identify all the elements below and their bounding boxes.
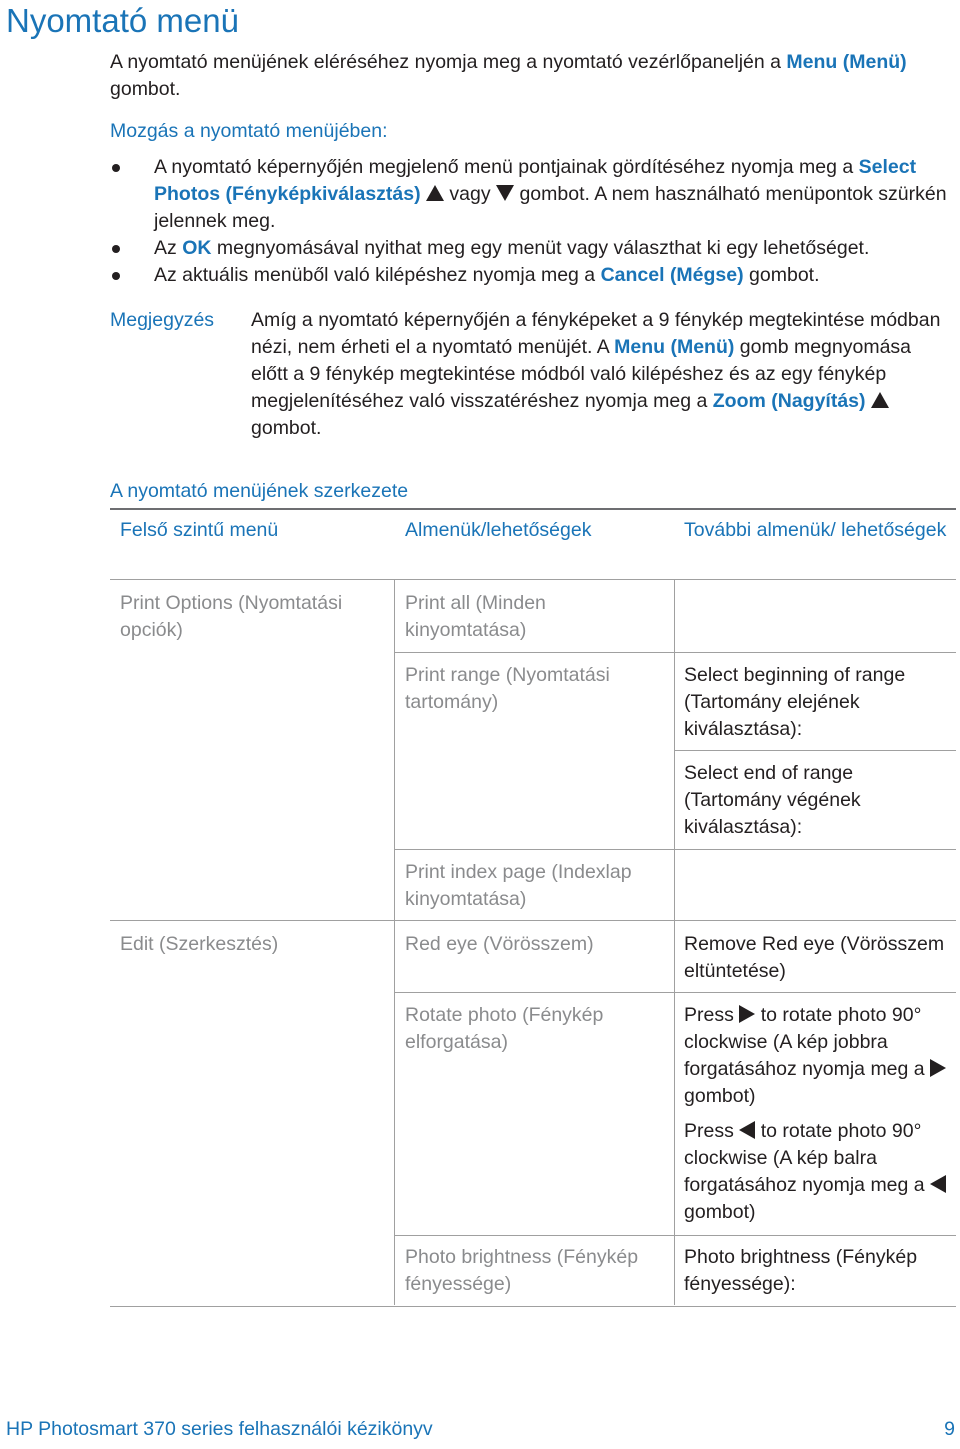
bullet-text: megnyomásával nyithat meg egy menüt vagy választhat ki egy lehetőséget. bbox=[211, 237, 870, 259]
footer-page-number: 9 bbox=[944, 1418, 955, 1440]
intro-text-after: gombot. bbox=[110, 78, 181, 100]
option-text: to rotate photo 90° clockwise (A kép balra forgatásához nyomja meg a bbox=[684, 1120, 931, 1196]
bullet-text: gombot. bbox=[743, 264, 820, 286]
left-arrow-icon bbox=[930, 1175, 946, 1193]
option-text: Press bbox=[684, 1120, 734, 1142]
menu-button-ref: Menu (Menü) bbox=[614, 336, 735, 358]
option-photo-brightness-level: Photo brightness (Fénykép fényessége): bbox=[684, 1246, 918, 1295]
bullet-item bbox=[110, 235, 950, 262]
option-photo-brightness: Photo brightness (Fénykép fényessége) bbox=[405, 1246, 639, 1295]
bullet-text: Az aktuális menüből való kilépéshez nyomja meg a bbox=[154, 264, 601, 286]
option-select-beginning: Select beginning of range (Tartomány elejének kiválasztása): bbox=[684, 664, 906, 740]
bullet-dot bbox=[112, 245, 120, 253]
option-red-eye: Red eye (Vörösszem) bbox=[405, 933, 594, 955]
option-text: Press bbox=[684, 1004, 734, 1026]
up-arrow-icon bbox=[871, 392, 889, 408]
row-rule bbox=[394, 652, 956, 653]
row-rule bbox=[394, 1235, 956, 1236]
row-rule bbox=[394, 992, 956, 993]
column-divider bbox=[394, 580, 395, 920]
option-rotate-photo: Rotate photo (Fénykép elforgatása) bbox=[405, 1004, 604, 1053]
option-remove-red-eye: Remove Red eye (Vörösszem eltüntetése) bbox=[684, 933, 945, 982]
header-further-submenus: További almenük/ lehetőségek bbox=[684, 519, 947, 541]
column-divider bbox=[394, 921, 395, 1305]
ok-button-ref: OK bbox=[182, 237, 212, 259]
bullet-dot bbox=[112, 164, 120, 172]
note-text: gomb megnyomása előtt a 9 fénykép megtekintése módból való kilépéshez és az egy fénykép megjelenítéséhez való visszatéréshez nyomja meg a bbox=[251, 336, 912, 412]
option-print-all: Print all (Minden kinyomtatása) bbox=[405, 592, 546, 641]
bullet-dot bbox=[112, 272, 120, 280]
option-rotate-left bbox=[684, 1118, 954, 1226]
option-text: gombot) bbox=[684, 1201, 756, 1223]
table-bottom-rule bbox=[110, 1306, 956, 1307]
table-caption: A nyomtató menüjének szerkezete bbox=[110, 480, 409, 502]
bullet-item bbox=[110, 154, 950, 235]
table-header-rule bbox=[110, 579, 956, 580]
footer-manual-title: HP Photosmart 370 series felhasználói kézikönyv bbox=[6, 1418, 433, 1440]
page-title: Nyomtató menü bbox=[6, 2, 239, 39]
note-label: Megjegyzés bbox=[110, 309, 215, 331]
header-submenus: Almenük/lehetőségek bbox=[405, 519, 592, 541]
right-arrow-icon bbox=[930, 1059, 946, 1077]
option-print-range: Print range (Nyomtatási tartomány) bbox=[405, 664, 610, 713]
up-arrow-icon bbox=[426, 185, 444, 201]
option-text: gombot) bbox=[684, 1085, 756, 1107]
menu-button-ref: Menu (Menü) bbox=[786, 51, 907, 73]
down-arrow-icon bbox=[496, 185, 514, 201]
left-arrow-icon bbox=[739, 1121, 755, 1139]
section-rule bbox=[110, 920, 956, 921]
option-print-index: Print index page (Indexlap kinyomtatása) bbox=[405, 861, 632, 910]
bullet-text: vagy bbox=[444, 183, 497, 205]
option-text: to rotate photo 90° clockwise (A kép jobbra forgatásához nyomja meg a bbox=[684, 1004, 931, 1080]
nav-bullet-list bbox=[110, 154, 950, 289]
note-text: gombot. bbox=[251, 417, 322, 439]
bullet-text: Az bbox=[154, 237, 183, 259]
column-divider bbox=[674, 921, 675, 1305]
select-photos-button-ref: Select Photos (Fényképkiválasztás) bbox=[154, 156, 917, 205]
menu-print-options: Print Options (Nyomtatási opciók) bbox=[120, 592, 343, 641]
nav-heading: Mozgás a nyomtató menüjében: bbox=[110, 120, 388, 142]
bullet-text: A nyomtató képernyőjén megjelenő menü pontjainak gördítéséhez nyomja meg a bbox=[154, 156, 859, 178]
bullet-item bbox=[110, 262, 950, 289]
header-top-level-menu: Felső szintű menü bbox=[120, 519, 279, 541]
menu-edit: Edit (Szerkesztés) bbox=[120, 933, 279, 955]
table-top-rule bbox=[110, 508, 956, 510]
intro-paragraph bbox=[110, 49, 940, 103]
row-rule bbox=[674, 750, 956, 751]
intro-text-before: A nyomtató menüjének eléréséhez nyomja meg a nyomtató vezérlőpaneljén a bbox=[110, 51, 787, 73]
option-select-end: Select end of range (Tartomány végének kiválasztása): bbox=[684, 762, 861, 838]
right-arrow-icon bbox=[739, 1005, 755, 1023]
row-rule bbox=[394, 849, 956, 850]
zoom-button-ref: Zoom (Nagyítás) bbox=[712, 390, 866, 412]
cancel-button-ref: Cancel (Mégse) bbox=[600, 264, 744, 286]
bullet-text: gombot. A nem használható menüpontok szürkén jelennek meg. bbox=[154, 183, 947, 232]
note-body bbox=[251, 307, 951, 442]
option-rotate-right bbox=[684, 1002, 954, 1110]
note-text: Amíg a nyomtató képernyőjén a fényképeket a 9 fénykép megtekintése módban nézi, nem érheti el a nyomtató menüjét. A bbox=[251, 309, 941, 358]
